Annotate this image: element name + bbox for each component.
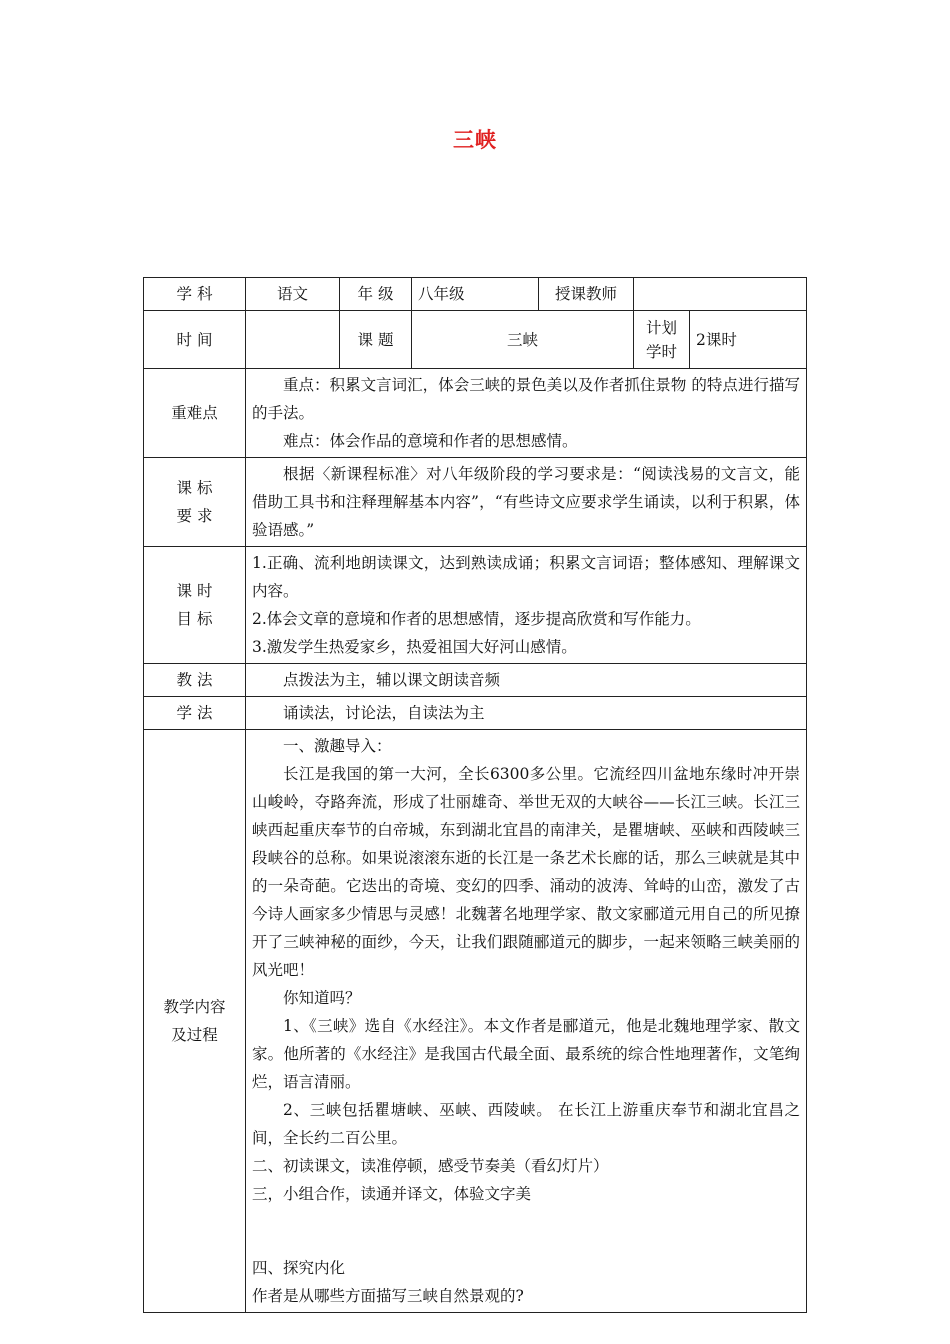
teaching-method-value: 点拨法为主，辅以课文朗读音频 (283, 671, 501, 689)
process-question: 作者是从哪些方面描写三峡自然景观的? (252, 1287, 524, 1305)
teacher-label: 授课教师 (539, 278, 634, 311)
standard-label (144, 458, 246, 547)
plan-hours-label-line1: 计划 (645, 318, 677, 337)
process-step-2: 二、初读课文，读准停顿，感受节奏美（看幻灯片） (252, 1157, 609, 1175)
plan-hours-label (634, 311, 690, 369)
grade-value: 八年级 (412, 278, 539, 311)
learning-method-content (246, 697, 807, 730)
row-standard (144, 458, 807, 547)
row-teaching-method (144, 664, 807, 697)
time-value (246, 311, 340, 369)
process-label (144, 730, 246, 1313)
process-heading-intro: 一、激趣导入： (283, 737, 392, 755)
objectives-label-line2: 目 标 (176, 610, 213, 628)
process-step-4: 四、探究内化 (252, 1259, 346, 1277)
objective-item: 3.激发学生热爱家乡，热爱祖国大好河山感情。 (252, 638, 577, 656)
row-objectives (144, 547, 807, 664)
process-content (246, 730, 807, 1313)
process-label-line2: 及过程 (171, 1026, 218, 1044)
process-intro-text: 长江是我国的第一大河，全长6300多公里。它流经四川盆地东缘时冲开崇山峻岭，夺路奔流，形成了壮丽雄奇、举世无双的大峡谷——长江三峡。长江三峡西起重庆奉节的白帝城，东到湖北宜昌的南津关，是瞿塘峡、巫峡和西陵峡三段峡谷的总称。如果说滚滚东逝的长江是一条艺术长廊的话，那么三峡就是其中的一朵奇葩。它迭出的奇境、变幻的四季、涌动的波涛、耸峙的山峦，激发了古今诗人画家多少情思与灵感！北魏著名地理学家、散文家郦道元用自己的所见撩开了三峡神秘的面纱，今天，让我们跟随郦道元的脚步，一起来领略三峡美丽的风光吧！ (252, 765, 800, 979)
row-learning-method (144, 697, 807, 730)
row-process (144, 730, 807, 1313)
keypoints-important: 重点：积累文言词汇，体会三峡的景色美以及作者抓住景物 的特点进行描写的手法。 (252, 376, 800, 422)
objectives-content (246, 547, 807, 664)
standard-label-line1: 课 标 (176, 479, 213, 497)
topic-label: 课 题 (340, 311, 412, 369)
plan-hours-label-line2: 学时 (645, 342, 677, 361)
grade-label: 年 级 (340, 278, 412, 311)
teaching-method-label: 教 法 (144, 664, 246, 697)
row-time (144, 311, 807, 369)
keypoints-content (246, 369, 807, 458)
objectives-label (144, 547, 246, 664)
objectives-label-line1: 课 时 (176, 582, 213, 600)
page-title: 三峡 (453, 128, 497, 152)
keypoints-label: 重难点 (144, 369, 246, 458)
keypoints-difficult: 难点：体会作品的意境和作者的思想感情。 (283, 432, 578, 450)
subject-value: 语文 (246, 278, 340, 311)
standard-content (246, 458, 807, 547)
plan-hours-value: 2课时 (690, 311, 807, 369)
process-label-line1: 教学内容 (163, 998, 226, 1016)
objective-item: 2.体会文章的意境和作者的思想感情，逐步提高欣赏和写作能力。 (252, 610, 701, 628)
process-fact-1: 1、《三峡》选自《水经注》。本文作者是郦道元，他是北魏地理学家、散文家。他所著的《水经注》是我国古代最全面、最系统的综合性地理著作，文笔绚烂，语言清丽。 (252, 1017, 800, 1091)
learning-method-label: 学 法 (144, 697, 246, 730)
time-label: 时 间 (144, 311, 246, 369)
topic-value: 三峡 (412, 311, 634, 369)
process-did-you-know: 你知道吗？ (283, 989, 361, 1007)
objective-item: 1.正确、流利地朗读课文，达到熟读成诵；积累文言词语；整体感知、理解课文内容。 (252, 554, 800, 600)
subject-label: 学 科 (144, 278, 246, 311)
teacher-value (634, 278, 807, 311)
lesson-plan-table (143, 277, 807, 1313)
standard-text: 根据〈新课程标准〉对八年级阶段的学习要求是：“阅读浅易的文言文，能借助工具书和注释理解基本内容”，“有些诗文应要求学生诵读，以利于积累，体验语感。” (252, 465, 800, 539)
standard-label-line2: 要 求 (176, 507, 213, 525)
process-fact-2: 2、三峡包括瞿塘峡、巫峡、西陵峡。 在长江上游重庆奉节和湖北宜昌之间，全长约二百公里。 (252, 1101, 800, 1147)
learning-method-value: 诵读法，讨论法，自读法为主 (283, 704, 485, 722)
process-step-3: 三，小组合作，读通并译文，体验文字美 (252, 1185, 532, 1203)
row-subject (144, 278, 807, 311)
teaching-method-content (246, 664, 807, 697)
row-keypoints (144, 369, 807, 458)
